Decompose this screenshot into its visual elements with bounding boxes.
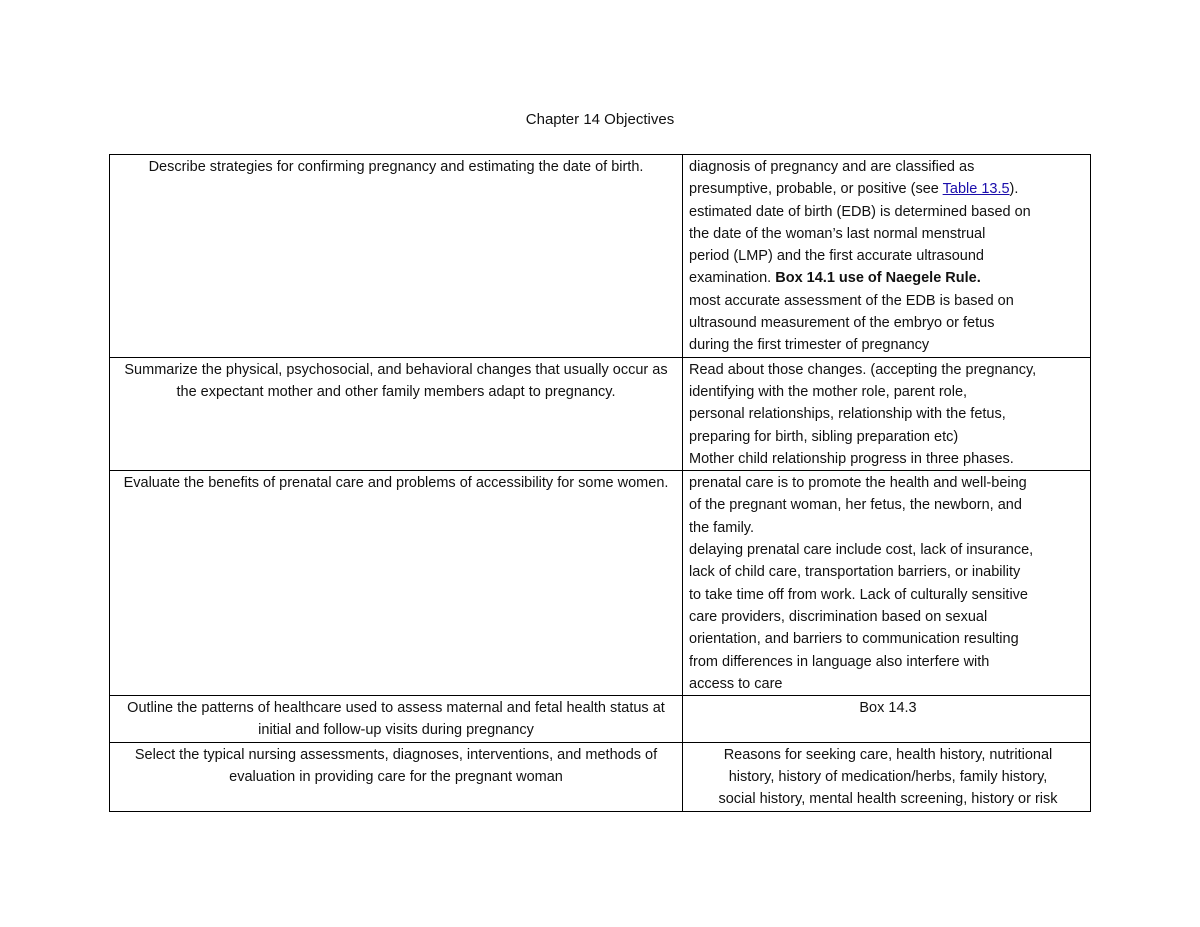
note-line: from differences in language also interfere with (689, 653, 990, 670)
note-line: the family. (689, 519, 755, 536)
table-row (110, 696, 1091, 743)
objectives-table (109, 154, 1091, 812)
note-line: Mother child relationship progress in three phases. (689, 450, 1014, 467)
note-line: social history, mental health screening, history or risk (718, 791, 1058, 808)
note-line: most accurate assessment of the EDB is based on (689, 292, 1014, 309)
page-title: Chapter 14 Objectives (525, 111, 675, 128)
note-line: the date of the woman’s last normal menstrual (689, 225, 986, 242)
note-line (689, 267, 1087, 289)
notes-cell (683, 471, 1091, 696)
objective-cell: Evaluate the benefits of prenatal care and problems of accessibility for some women. (110, 471, 683, 696)
objective-cell: Select the typical nursing assessments, diagnoses, interventions, and methods of evaluation in providing care for the pregnant woman (110, 742, 683, 811)
table-row (110, 471, 1091, 696)
note-text: ). (1009, 181, 1019, 198)
note-line: estimated date of birth (EDB) is determined based on (689, 203, 1031, 220)
table-row (110, 155, 1091, 358)
notes-cell (683, 155, 1091, 358)
note-line: personal relationships, relationship with the fetus, (689, 406, 1006, 423)
note-line: during the first trimester of pregnancy (689, 337, 930, 354)
note-line: Reasons for seeking care, health history, nutritional (723, 746, 1053, 763)
note-line: preparing for birth, sibling preparation etc) (689, 428, 959, 445)
note-line: Box 14.3 (859, 700, 917, 717)
objective-cell: Describe strategies for confirming pregnancy and estimating the date of birth. (110, 155, 683, 358)
note-line: ultrasound measurement of the embryo or fetus (689, 315, 995, 332)
notes-cell (683, 357, 1091, 470)
note-line: orientation, and barriers to communication resulting (689, 631, 1019, 648)
note-line: identifying with the mother role, parent role, (689, 383, 968, 400)
note-line: diagnosis of pregnancy and are classified as (689, 159, 975, 175)
note-line: to take time off from work. Lack of culturally sensitive (689, 586, 1029, 603)
box-14-1-reference: Box 14.1 use of Naegele Rule. (775, 270, 981, 287)
note-text: presumptive, probable, or positive (see (689, 181, 943, 198)
table-row (110, 742, 1091, 811)
objective-cell: Outline the patterns of healthcare used to assess maternal and fetal health status at initial and follow-up visits during pregnancy (110, 696, 683, 743)
notes-cell (683, 696, 1091, 743)
note-line: prenatal care is to promote the health and well-being (689, 475, 1027, 492)
note-text: examination. (689, 270, 776, 287)
note-line: of the pregnant woman, her fetus, the newborn, and (689, 497, 1022, 514)
note-line: care providers, discrimination based on sexual (689, 608, 988, 625)
note-line: lack of child care, transportation barriers, or inability (689, 564, 1021, 581)
table-13-5-link[interactable]: Table 13.5 (942, 181, 1010, 198)
note-line: history, history of medication/herbs, family history, (728, 769, 1048, 786)
note-line: Read about those changes. (accepting the pregnancy, (689, 361, 1037, 378)
notes-cell (683, 742, 1091, 811)
note-line: delaying prenatal care include cost, lack of insurance, (689, 542, 1034, 559)
table-row (110, 357, 1091, 470)
note-line: access to care (689, 675, 783, 692)
note-line (689, 178, 1087, 200)
objective-cell: Summarize the physical, psychosocial, and behavioral changes that usually occur as the expectant mother and other family members adapt to pregnancy. (110, 357, 683, 470)
note-line: period (LMP) and the first accurate ultrasound (689, 248, 984, 265)
